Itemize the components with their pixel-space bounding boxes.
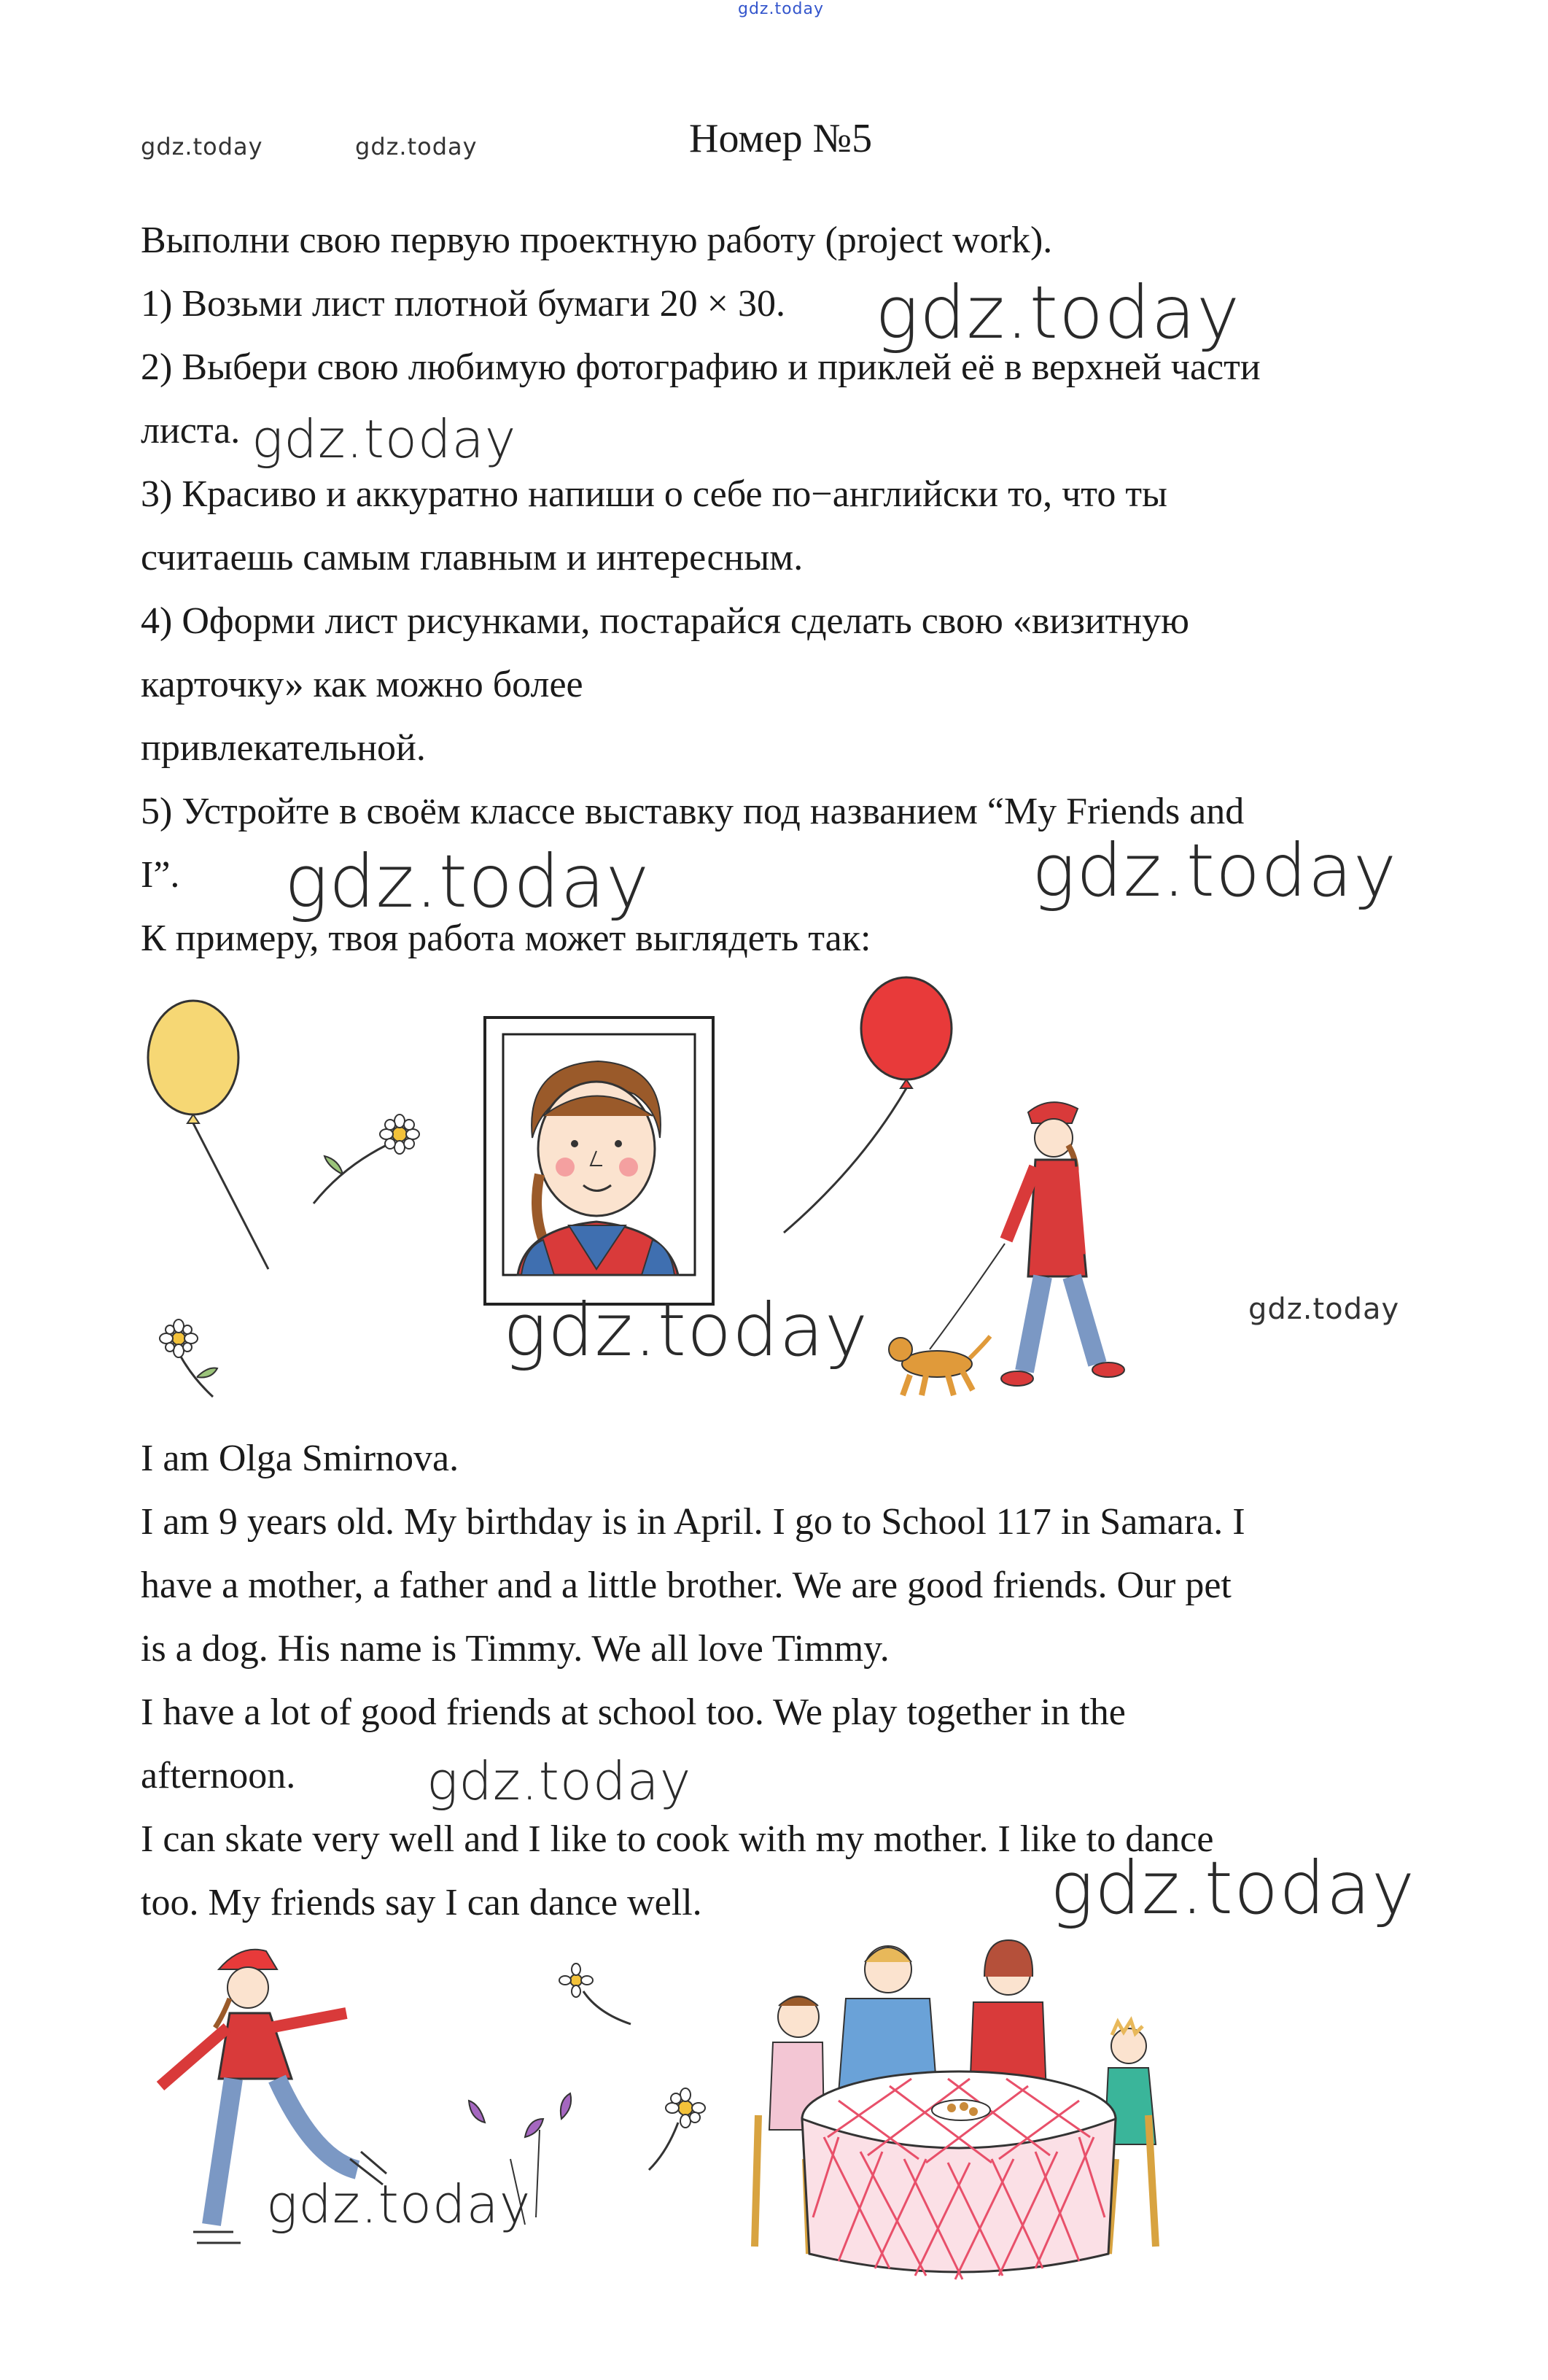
daisy-icon <box>559 1964 631 2024</box>
watermark: gdz.today <box>141 133 263 160</box>
instruction-line: привлекательной. <box>141 727 426 769</box>
example-line: I am 9 years old. My birthday is in April. I go to School 117 in Samara. I <box>141 1501 1245 1543</box>
instruction-line: Выполни свою первую проектную работу (project work). <box>141 220 1053 261</box>
daisy-icon <box>649 2088 705 2170</box>
example-line: I am Olga Smirnova. <box>141 1438 459 1479</box>
watermark: gdz.today <box>875 270 1241 355</box>
watermark-top: gdz.today <box>738 0 825 18</box>
instruction-line: карточку» как можно более <box>141 664 583 705</box>
instruction-line: К примеру, твоя работа может выглядеть так: <box>141 918 871 959</box>
family-table-icon <box>755 1940 1156 2279</box>
instruction-line: 2) Выбери свою любимую фотографию и приклей её в верхней части <box>141 346 1261 388</box>
instruction-line: I”. <box>141 854 180 896</box>
example-line: I have a lot of good friends at school too. We play together in the <box>141 1691 1126 1733</box>
instruction-line: считаешь самым главным и интересным. <box>141 537 804 578</box>
example-line: have a mother, a father and a little brother. We are good friends. Our pet <box>141 1565 1232 1606</box>
page-title: Номер №5 <box>689 116 873 161</box>
watermark: gdz.today <box>284 839 650 924</box>
example-line: afternoon. <box>141 1755 296 1796</box>
instruction-line: 3) Красиво и аккуратно напиши о себе по−английски то, что ты <box>141 473 1167 515</box>
instruction-line: листа. <box>141 410 241 451</box>
instruction-line: 5) Устройте в своём классе выставку под названием “My Friends and <box>141 791 1245 832</box>
watermark: gdz.today <box>252 408 517 470</box>
watermark: gdz.today <box>1248 1292 1400 1326</box>
instruction-line: 4) Оформи лист рисунками, постарайся сделать свою «визитную <box>141 600 1189 642</box>
watermark: gdz.today <box>266 2174 532 2235</box>
instruction-line: 1) Возьми лист плотной бумаги 20 × 30. <box>141 283 785 325</box>
watermark: gdz.today <box>1032 828 1398 913</box>
example-line: too. My friends say I can dance well. <box>141 1882 702 1923</box>
watermark: gdz.today <box>1050 1845 1416 1931</box>
watermark: gdz.today <box>355 133 478 160</box>
watermark: gdz.today <box>503 1287 869 1373</box>
watermark: gdz.today <box>427 1751 692 1812</box>
example-line: I can skate very well and I like to cook with my mother. I like to dance <box>141 1818 1214 1860</box>
example-line: is a dog. His name is Timmy. We all love Timmy. <box>141 1628 890 1670</box>
